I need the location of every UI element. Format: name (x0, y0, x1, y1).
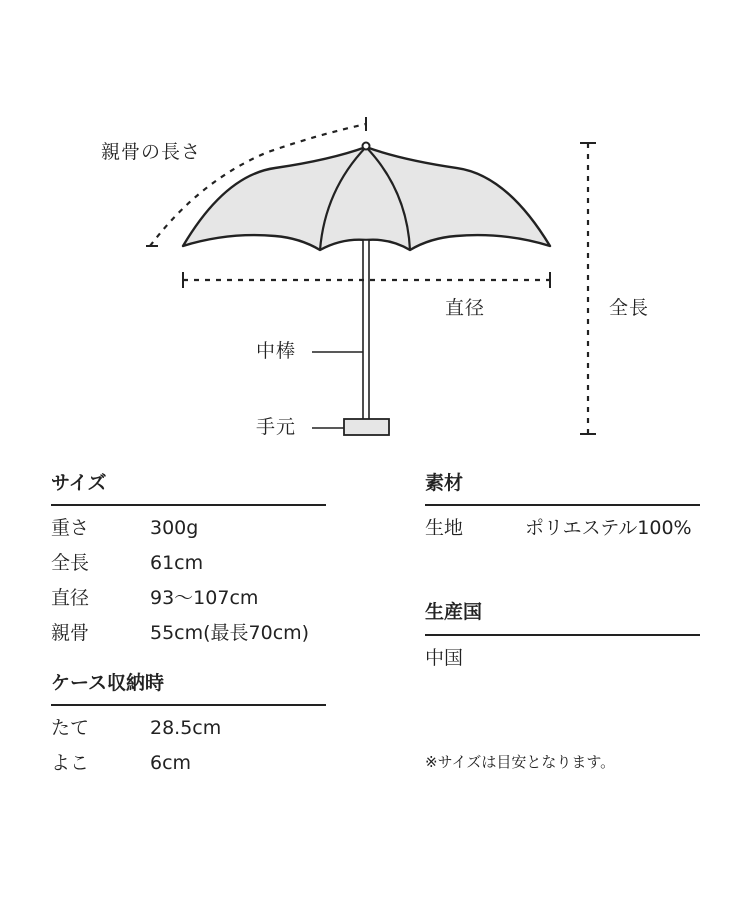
case-section-divider (51, 704, 326, 706)
size-row-value: 55cm(最長70cm) (150, 622, 310, 644)
shaft (363, 240, 369, 420)
rib-length-label: 親骨の長さ (101, 141, 202, 163)
total-length-label: 全長 (609, 297, 650, 319)
case-row-label: たて (51, 717, 90, 739)
size-row-value: 300g (150, 517, 199, 539)
material-row-label: 生地 (425, 517, 464, 539)
handle (344, 419, 389, 435)
diameter-label: 直径 (445, 297, 486, 319)
size-row-value: 93〜107cm (150, 587, 259, 609)
size-row-label: 直径 (51, 587, 90, 609)
size-section-divider (51, 504, 326, 506)
size-row-label: 全長 (51, 552, 90, 574)
umbrella-tip (363, 143, 370, 150)
case-section-title: ケース収納時 (51, 672, 165, 694)
origin-section-title: 生産国 (425, 601, 483, 623)
size-note: ※サイズは目安となります。 (425, 753, 616, 771)
origin-section-divider (425, 634, 700, 636)
size-row-value: 61cm (150, 552, 204, 574)
material-section-title: 素材 (425, 472, 464, 494)
material-section-divider (425, 504, 700, 506)
size-row-label: 親骨 (51, 622, 90, 644)
material-row-value: ポリエステル100% (525, 517, 692, 539)
case-row-value: 28.5cm (150, 717, 222, 739)
size-row-label: 重さ (51, 517, 90, 539)
case-row-value: 6cm (150, 752, 192, 774)
canopy (183, 147, 550, 250)
size-section-title: サイズ (51, 472, 107, 494)
handle-label: 手元 (256, 416, 297, 438)
case-row-label: よこ (51, 752, 90, 774)
shaft-label: 中棒 (256, 340, 297, 362)
origin-value: 中国 (425, 647, 464, 669)
